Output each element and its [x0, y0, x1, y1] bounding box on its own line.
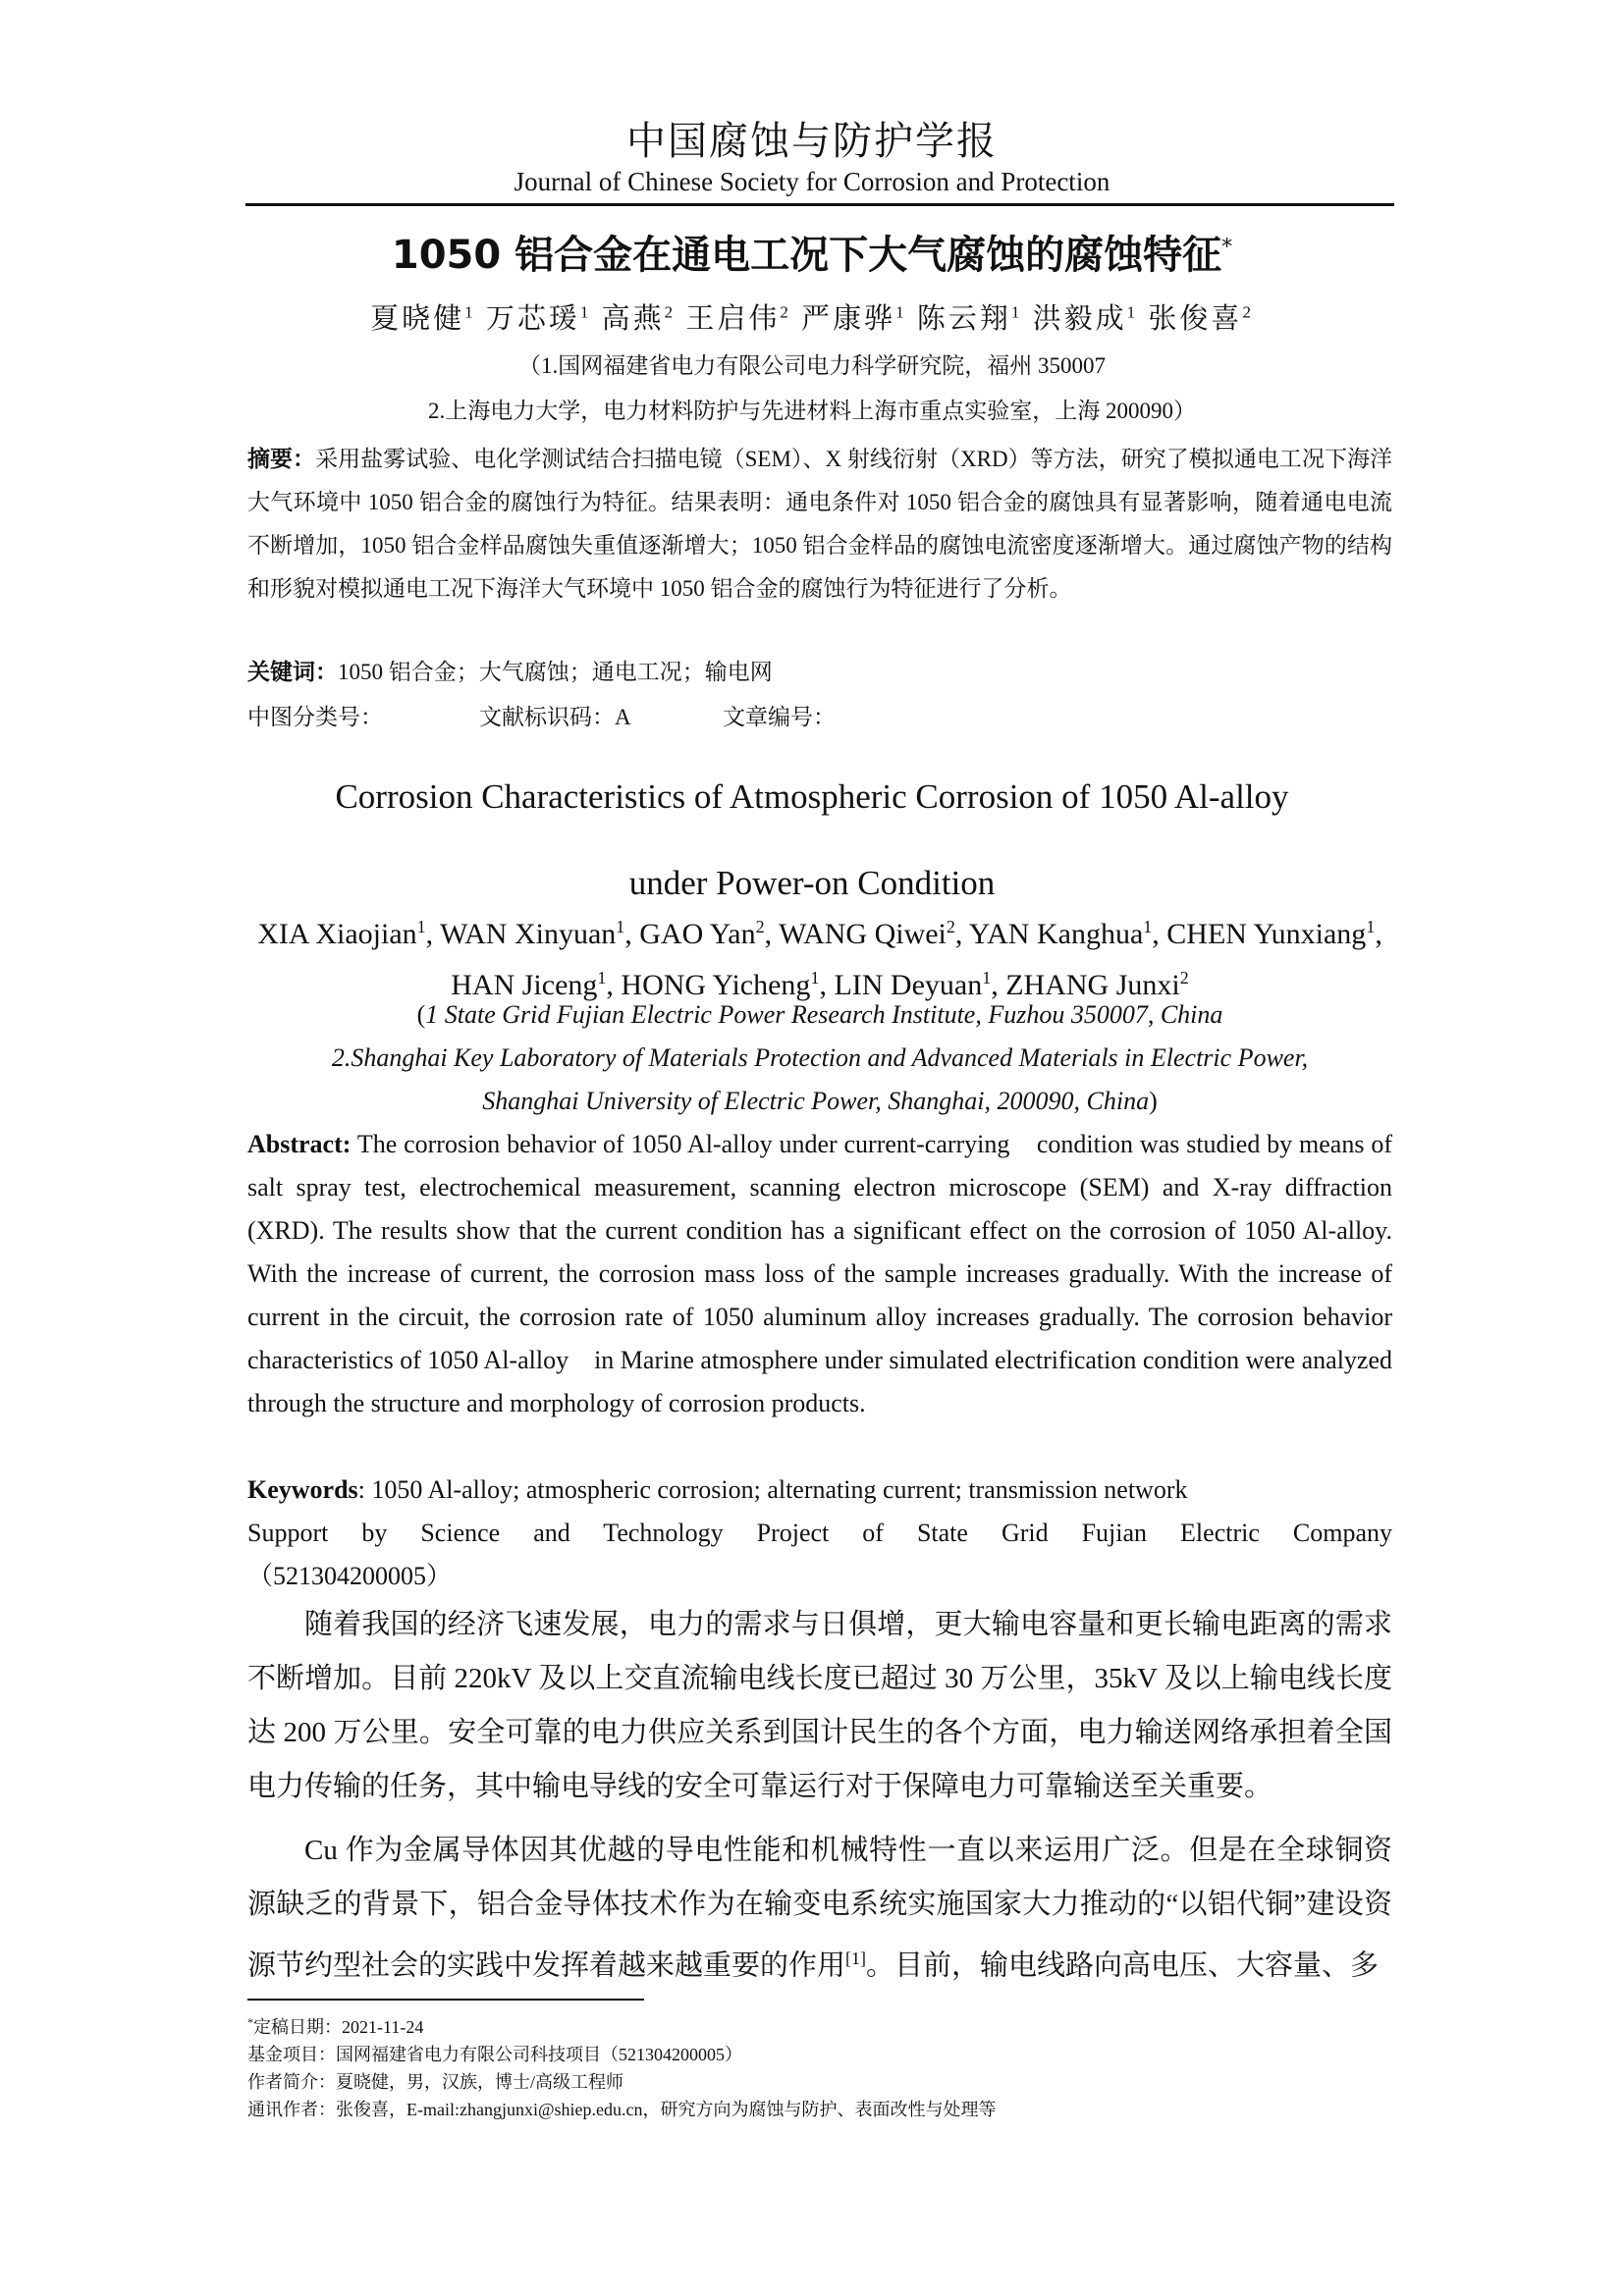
author-en-name: HAN Jiceng: [451, 969, 598, 1001]
author-en-affiliation-mark: 1: [416, 917, 426, 936]
affiliation-en-close-paren: ): [1149, 1087, 1158, 1115]
paper-title-en: [0, 754, 1624, 927]
author-cn-affiliation-mark: 1: [464, 302, 476, 322]
body-paragraph-1: 随着我国的经济飞速发展，电力的需求与日俱增，更大输电容量和更长输电距离的需求不断增加。目前 220kV 及以上交直流输电线长度已超过 30 万公里，35kV 及以上输电线长度达 200 万公里。安全可靠的电力供应关系到国计民生的各个方面，电力输送网络承担着全国电力传输的任务，其中输电导线的安全可靠运行对于保障电力可靠输送至关重要。: [247, 1609, 1392, 1802]
author-en-affiliation-mark: 1: [597, 968, 607, 988]
footnotes: [247, 2008, 1392, 2123]
author-en-affiliation-mark: 1: [982, 968, 992, 988]
keywords-en-label: Keywords: [247, 1475, 358, 1504]
author-cn: [801, 303, 907, 335]
author-cn-name: 王启伟: [685, 303, 781, 335]
author-cn-name: 严康骅: [801, 303, 896, 335]
author-en-separator: ,: [819, 969, 835, 1001]
author-cn-affiliation-mark: 1: [895, 302, 907, 322]
abstract-en-label: Abstract:: [247, 1130, 352, 1158]
keywords-cn-text: 1050 铝合金；大气腐蚀；通电工况；输电网: [338, 660, 773, 684]
author-en-name: YAN Kanghua: [968, 918, 1144, 950]
keywords-en: [247, 1468, 1392, 1512]
author-en: [779, 918, 969, 950]
abstract-cn-label: 摘要：: [247, 447, 316, 472]
affiliation-en-line-2: 2.Shanghai Key Laboratory of Materials Protection and Advanced Materials in Electric Power,: [331, 1043, 1309, 1072]
author-en-separator: ,: [954, 918, 969, 950]
author-cn-name: 洪毅成: [1032, 303, 1127, 335]
footnote-received-mark: *: [247, 2015, 253, 2029]
classification-row: [247, 699, 1392, 731]
author-en-separator: ,: [1152, 918, 1167, 950]
reference-marker[interactable]: [1]: [845, 1949, 867, 1968]
article-number: 文章编号：: [723, 705, 836, 729]
author-cn-affiliation-mark: 1: [1126, 302, 1139, 322]
authors-en: [245, 905, 1394, 1007]
author-cn-affiliation-mark: 1: [579, 302, 592, 322]
affiliation-en: [245, 993, 1394, 1123]
author-cn: [1033, 303, 1139, 335]
footnote-received-text: 定稿日期：2021-11-24: [253, 2017, 424, 2037]
author-en-separator: ,: [1375, 918, 1382, 950]
title-en-line-2: under Power-on Condition: [628, 864, 996, 902]
author-en-affiliation-mark: 1: [810, 968, 820, 988]
affiliation-en-line-3-text: Shanghai University of Electric Power, Shanghai, 200090, China: [482, 1087, 1150, 1115]
author-en: [440, 918, 639, 950]
author-en-affiliation-mark: 1: [616, 917, 625, 936]
author-cn-affiliation-mark: 2: [1242, 302, 1254, 322]
abstract-en-text: The corrosion behavior of 1050 Al-alloy under current-carrying condition was studied by means of salt spray test, electrochemical measurement, scanning electron microscope (SEM) and X-ray diffraction (XRD). The results show that the current condition has a significant effect on the corrosion of 1050 Al-alloy. With the increase of current, the corrosion mass loss of the sample increases gradually. With the increase of current in the circuit, the corrosion rate of 1050 aluminum alloy increases gradually. The corrosion behavior characteristics of 1050 Al-alloy in Marine atmosphere under simulated electrification condition were analyzed through the structure and morphology of corrosion products.: [247, 1130, 1399, 1417]
affiliation-en-open-paren: (: [416, 1000, 426, 1029]
journal-name-cn: 中国腐蚀与防护学报: [626, 119, 998, 163]
author-cn-name: 万芯瑗: [485, 303, 580, 335]
author-en-separator: ,: [991, 969, 1006, 1001]
keywords-cn-label: 关键词：: [247, 660, 338, 685]
title-footnote-mark: *: [1221, 235, 1233, 260]
affiliation-en-line-3: [245, 1080, 1394, 1123]
author-en: [257, 918, 440, 950]
footnote-fund: 基金项目：国网福建省电力有限公司科技项目（521304200005）: [247, 2045, 742, 2064]
author-en: [1166, 918, 1382, 950]
keywords-cn: [247, 654, 1392, 686]
title-en-line-1: Corrosion Characteristics of Atmospheric Corrosion of 1050 Al-alloy: [335, 777, 1289, 816]
author-cn-affiliation-mark: 2: [664, 302, 677, 322]
affiliation-en-line-1-text: 1 State Grid Fujian Electric Power Research Institute, Fuzhou 350007, China: [425, 1000, 1223, 1029]
author-en-affiliation-mark: 2: [946, 917, 955, 936]
author-en-name: ZHANG Junxi: [1005, 969, 1180, 1001]
body-paragraph-2-text: Cu 作为金属导体因其优越的导电性能和机械特性一直以来运用广泛。但是在全球铜资源缺乏的背景下，铝合金导体技术作为在输变电系统实施国家大力推动的“以铝代铜”建设资源节约型社会的实践中发挥着越来越重要的作用: [247, 1835, 1392, 1982]
abstract-en: [247, 1123, 1399, 1425]
author-en-separator: ,: [606, 969, 622, 1001]
footnote-author-bio: 作者简介：夏晓健，男，汉族，博士/高级工程师: [247, 2072, 623, 2092]
funding-en-line-2: （521304200005）: [247, 1562, 453, 1590]
author-cn: [917, 303, 1023, 335]
author-cn-name: 陈云翔: [916, 303, 1011, 335]
author-cn-name: 高燕: [601, 303, 665, 335]
keywords-en-text: : 1050 Al-alloy; atmospheric corrosion; alternating current; transmission network: [357, 1475, 1188, 1504]
author-en-name: CHEN Yunxiang: [1166, 918, 1367, 950]
footnote-corresponding-author: 通讯作者：张俊喜，E-mail:zhangjunxi@shiep.edu.cn，研究方向为腐蚀与防护、表面改性与处理等: [247, 2100, 997, 2119]
author-cn: [685, 303, 791, 335]
title-cn-text: 1050 铝合金在通电工况下大气腐蚀的腐蚀特征: [391, 233, 1222, 278]
body-text-cn: [247, 1598, 1392, 2003]
author-en: [639, 918, 779, 950]
author-cn-affiliation-mark: 2: [780, 302, 791, 322]
author-en-separator: ,: [624, 918, 640, 950]
author-en-affiliation-mark: 1: [1366, 917, 1376, 936]
paper-title-cn: [0, 224, 1624, 280]
journal-name-en: Journal of Chinese Society for Corrosion and Protection: [514, 167, 1110, 196]
author-cn: [370, 303, 476, 335]
author-cn-affiliation-mark: 1: [1010, 302, 1023, 322]
document-code: 文献标识码：A: [479, 705, 631, 729]
abstract-cn-text: 采用盐雾试验、电化学测试结合扫描电镜（SEM）、X 射线衍射（XRD）等方法，研究了模拟通电工况下海洋大气环境中 1050 铝合金的腐蚀行为特征。结果表明：通电条件对 1050 铝合金的腐蚀具有显著影响，随着通电电流不断增加，1050 铝合金样品腐蚀失重值逐渐增大；1050 铝合金样品的腐蚀电流密度逐渐增大。通过腐蚀产物的结构和形貌对模拟通电工况下海洋大气环境中 1050 铝合金的腐蚀行为特征进行了分析。: [247, 447, 1393, 601]
author-en-separator: ,: [425, 918, 441, 950]
clc-number: 中图分类号：: [247, 705, 383, 729]
funding-en-line-1: Support by Science and Technology Project of State Grid Fujian Electric Company: [247, 1519, 1392, 1547]
footnote-received: [247, 2008, 1392, 2041]
author-en-name: HONG Yicheng: [621, 969, 811, 1001]
body-paragraph-2: [247, 1824, 1392, 1994]
affiliation-cn-line-2: 2.上海电力大学，电力材料防护与先进材料上海市重点实验室，上海 200090）: [428, 399, 1196, 423]
affiliation-en-line-1: [245, 993, 1394, 1037]
author-cn-name: 夏晓健: [370, 303, 465, 335]
author-en-name: WANG Qiwei: [779, 918, 947, 950]
funding-statement-en: [247, 1512, 1392, 1598]
author-en: [969, 918, 1166, 950]
author-en-affiliation-mark: 2: [755, 917, 765, 936]
author-en-name: LIN Deyuan: [834, 969, 983, 1001]
author-cn: [1148, 303, 1254, 335]
abstract-cn: [247, 438, 1392, 611]
author-cn: [486, 303, 592, 335]
author-en-affiliation-mark: 2: [1179, 968, 1189, 988]
header-rule: [245, 203, 1394, 206]
author-en-name: GAO Yan: [639, 918, 756, 950]
author-cn-name: 张俊喜: [1148, 303, 1243, 335]
footnote-rule: [247, 1999, 644, 2001]
author-en-name: WAN Xinyuan: [440, 918, 617, 950]
author-en-separator: ,: [764, 918, 780, 950]
body-paragraph-2-tail: 。目前，输电线路向高电压、大容量、多: [866, 1949, 1380, 1982]
author-en-affiliation-mark: 1: [1143, 917, 1153, 936]
author-en-name: XIA Xiaojian: [257, 918, 417, 950]
affiliation-cn-line-1: （1.国网福建省电力有限公司电力科学研究院，福州 350007: [518, 353, 1106, 378]
authors-cn: [0, 296, 1624, 337]
author-cn: [602, 303, 677, 335]
